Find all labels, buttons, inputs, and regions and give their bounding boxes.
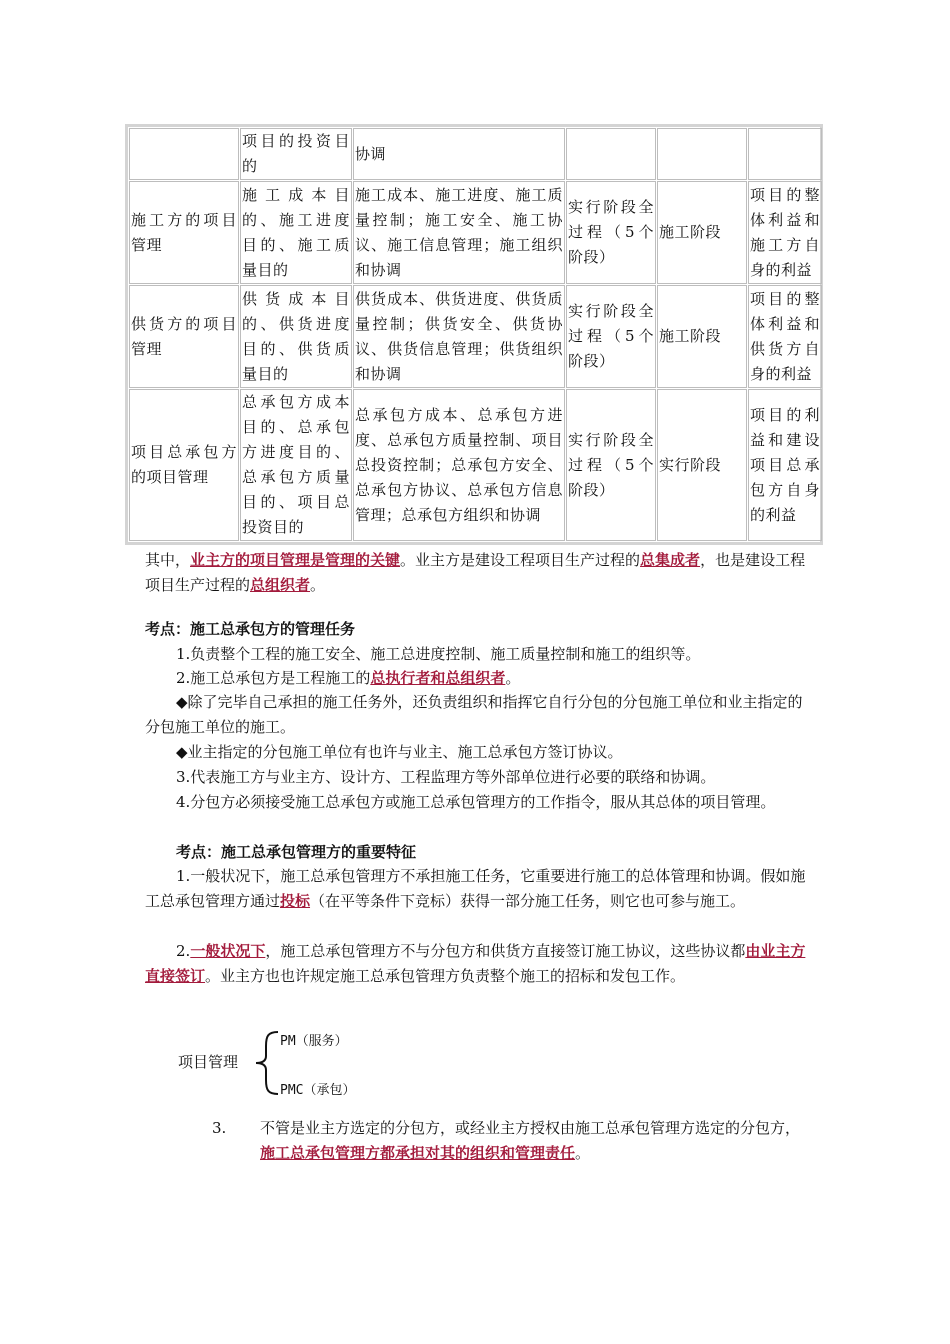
table-cell: 供货方的项目管理 [129,285,239,388]
list-item: ◆业主指定的分包施工单位有也许与业主、施工总承包方签订协议。 [176,743,623,761]
highlight-text: 总执行者和总组织者 [370,669,506,687]
table-row [129,128,822,180]
table-row [129,285,822,388]
list-item: 4.分包方必须接受施工总承包方或施工总承包管理方的工作指令，服从其总体的项目管理。 [176,793,776,811]
diagram-item-pm: PM（服务） [280,1034,348,1049]
list-item: 1.负责整个工程的施工安全、施工总进度控制、施工质量控制和施工的组织等。 [176,645,701,663]
highlight-text: 一般状况下 [190,942,266,960]
table-cell [748,128,822,180]
section-heading: 考点：施工总承包管理方的重要特征 [176,843,417,861]
table-cell: 总承包方成本目的、总承包方进度目的、总承包方质量目的、项目总投资目的 [240,389,352,541]
table-cell: 供货成本、供货进度、供货质量控制；供货安全、供货协议、供货信息管理；供货组织和协调 [353,285,565,388]
highlight-text: 总组织者 [250,576,311,594]
text-run: 。 [505,669,521,687]
diagram-item-pmc: PMC（承包） [280,1083,356,1098]
table-cell: 施工成本、施工进度、施工质量控制；施工安全、施工协议、施工信息管理；施工组织和协调 [353,181,565,284]
table-cell [657,128,747,180]
text-run: 。 [310,576,326,594]
list-item [145,939,811,989]
table-row [129,389,822,541]
table-cell: 项目的整体利益和供货方自身的利益 [748,285,822,388]
diagram-label: 项目管理 [178,1053,239,1071]
table-cell: 实行阶段 [657,389,747,541]
table-cell: 项目的整体利益和施工方自身的利益 [748,181,822,284]
highlight-text: 投标 [280,892,311,910]
list-item: ◆除了完毕自己承担的施工任务外，还负责组织和指挥它自行分包的分包施工单位和业主指定的分包施工单位的施工。 [145,693,803,736]
text-run: ，也是建设工程项目生产过程的 [145,551,806,594]
table-cell: 施工成本目的、施工进度目的、施工质量目的 [240,181,352,284]
project-management-diagram [178,1028,378,1098]
text-run: 。业主方也也许规定施工总承包管理方负责整个施工的招标和发包工作。 [205,967,686,985]
list-item [260,1116,806,1166]
text-run: 其中， [145,551,191,569]
section-heading: 考点：施工总承包方的管理任务 [145,620,356,638]
table-cell: 施工方的项目管理 [129,181,239,284]
table-cell: 实行阶段全过程（5个阶段） [566,389,656,541]
table-cell [566,128,656,180]
highlight-text: 施工总承包管理方都承担对其的组织和管理责任 [260,1144,576,1162]
table-cell: 实行阶段全过程（5个阶段） [566,285,656,388]
highlight-text: 由业主方直接签订 [145,942,806,985]
list-item: 3.代表施工方与业主方、设计方、工程监理方等外部单位进行必要的联络和协调。 [176,768,716,786]
table-cell: 供货成本目的、供货进度目的、供货质量目的 [240,285,352,388]
text-run: 1.一般状况下，施工总承包管理方不承担施工任务，它重要进行施工的总体管理和协调。假如施工总承包管理方通过 [145,867,806,910]
text-run: 不管是业主方选定的分包方，或经业主方授权由施工总承包管理方选定的分包方， [260,1119,801,1137]
table-cell: 实行阶段全过程（5个阶段） [566,181,656,284]
table-cell: 施工阶段 [657,181,747,284]
table-cell: 总承包方成本、总承包方进度、总承包方质量控制、项目总投资控制；总承包方安全、总承包方协议、总承包方信息管理；总承包方组织和协调 [353,389,565,541]
table-cell: 协调 [353,128,565,180]
management-table [125,124,823,545]
list-item [176,666,816,691]
table-cell: 项目总承包方的项目管理 [129,389,239,541]
table-cell [129,128,239,180]
list-item [145,864,811,914]
text-run: 2. [176,942,191,960]
text-run: （在平等条件下竞标）获得一部分施工任务，则它也可参与施工。 [310,892,746,910]
text-run: 2.施工总承包方是工程施工的 [176,669,371,687]
paragraph-owner-key [145,548,811,598]
highlight-text: 总集成者 [640,551,701,569]
list-number: 3. [212,1119,227,1137]
table-cell: 项目的利益和建设项目总承包方自身的利益 [748,389,822,541]
table-cell: 项目的投资目的 [240,128,352,180]
text-run: 。 [575,1144,591,1162]
text-run: 。业主方是建设工程项目生产过程的 [400,551,641,569]
table-cell: 施工阶段 [657,285,747,388]
table-row [129,181,822,284]
text-run: ，施工总承包管理方不与分包方和供货方直接签订施工协议，这些协议都 [265,942,746,960]
highlight-text: 业主方的项目管理是管理的关键 [190,551,401,569]
